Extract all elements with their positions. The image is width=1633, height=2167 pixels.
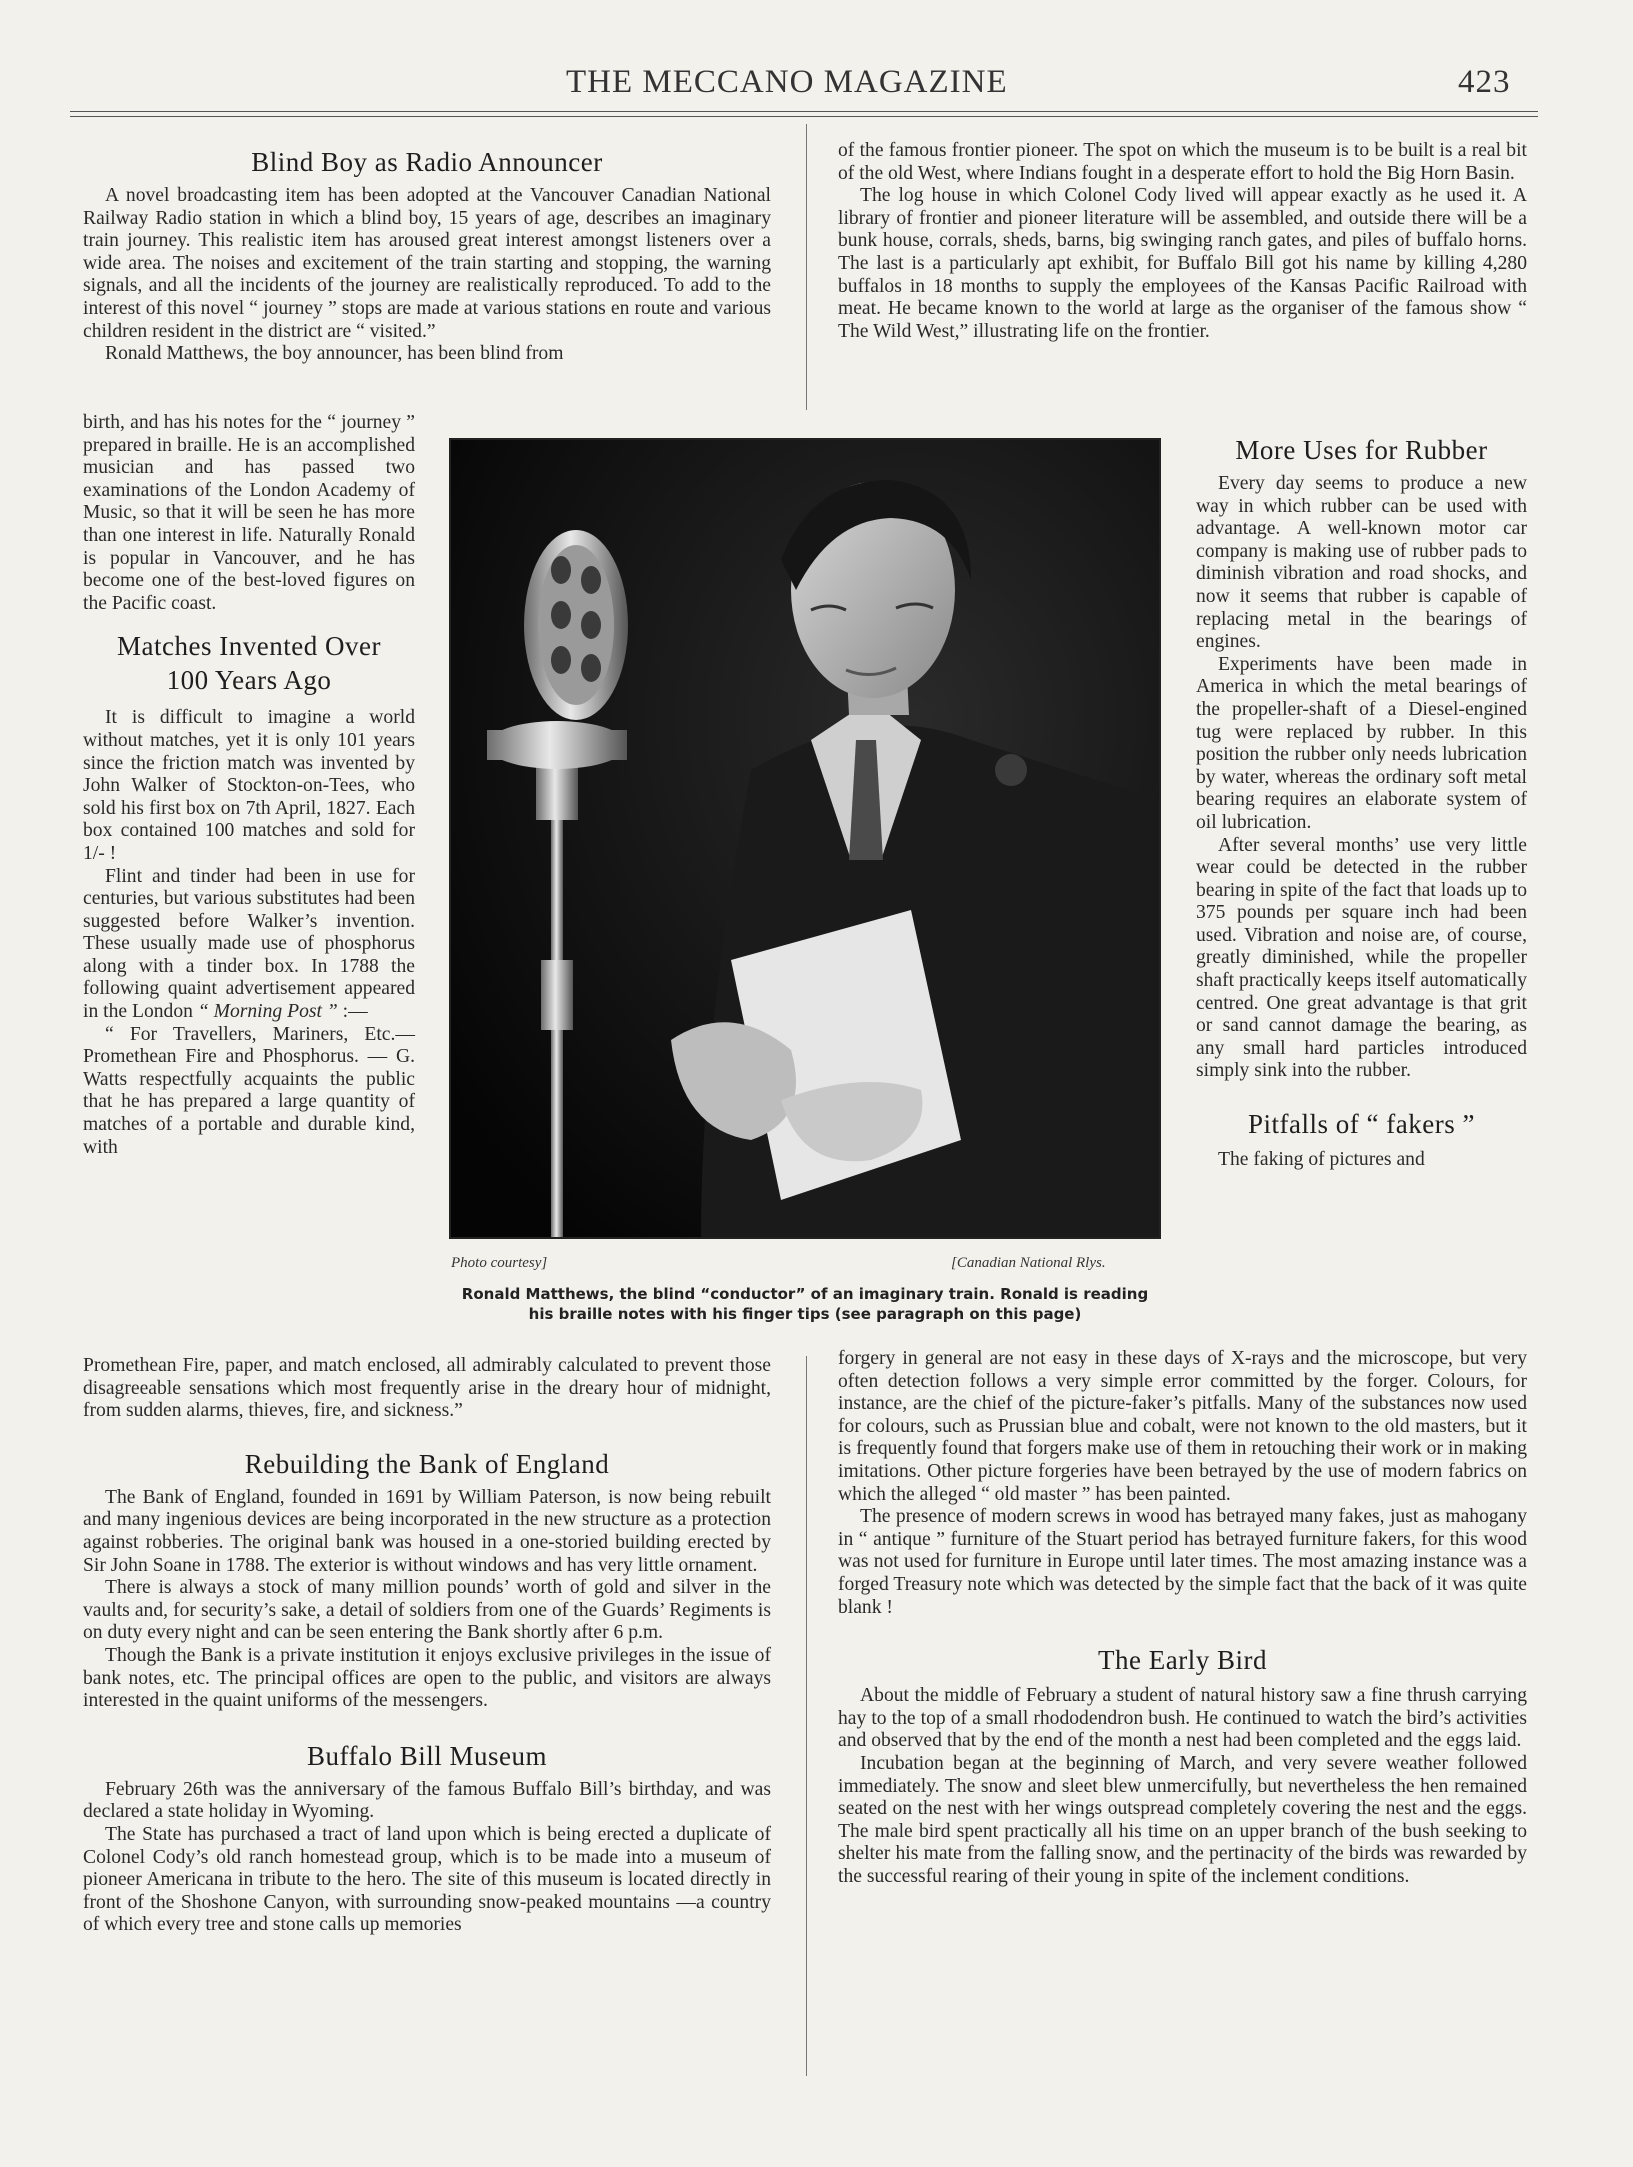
header-rule-bottom [70, 116, 1538, 117]
matches-headline-line-1: Matches Invented Over [117, 631, 381, 662]
magazine-title: THE MECCANO MAGAZINE [566, 64, 1008, 100]
photo-caption [449, 1284, 1161, 1324]
morning-post-title: “ Morning Post ” [197, 1001, 338, 1023]
bank-paragraph-2: There is always a stock of many million pounds’ worth of gold and silver in the vaults and, for security’s sake, a detail of soldiers from one of the Guards’ Regiments is on duty every night and can be seen entering the Bank shortly after 6 p.m. [83, 1577, 771, 1644]
fakers-paragraph-1-start: The faking of pictures and [1218, 1149, 1425, 1171]
photo-caption-line-2: his braille notes with his finger tips (see paragraph on this page) [528, 1305, 1082, 1323]
rubber-paragraph-3: After several months’ use very little wear could be detected in the rubber bearing in spite of the fact that loads up to 375 pounds per square inch had been used. Vibration and noise are, of course, greatly diminished, while the propeller shaft practically keeps itself automatically centred. One great advantage is that grit or sand cannot damage the bearing, as any small hard particles introduced simply sink into the rubber. [1196, 834, 1527, 1082]
blind-boy-paragraph-1: A novel broadcasting item has been adopted at the Vancouver Canadian National Railway Radio station in which a blind boy, 15 years of age, describes an imaginary train journey. This realistic item has aroused great interest amongst listeners over a wide area. The noises and excitement of the train starting and stopping, the warning signals, and all the incidents of the journey are realistically reproduced. To add to the interest of this novel “ journey ” stops are made at various stations en route and various children resident in the district are “ visited.” [83, 185, 771, 342]
photo-caption-line-1: Ronald Matthews, the blind “conductor” of an imaginary train. Ronald is reading [461, 1285, 1149, 1303]
column-divider-bottom [806, 1356, 807, 2076]
photo-credit-right: [Canadian National Rlys. [951, 1255, 1106, 1271]
buffalo-paragraph-3: of the famous frontier pioneer. The spot on which the museum is to be built is a real bit of the old West, where Indians fought in a desperate effort to hold the Big Horn Basin. [838, 140, 1527, 184]
right-top-column [838, 140, 1527, 343]
bird-headline: The Early Bird [1098, 1645, 1267, 1676]
fakers-headline: Pitfalls of “ fakers ” [1248, 1109, 1475, 1140]
page-number: 423 [1458, 64, 1511, 100]
article-rubber [1196, 433, 1527, 1172]
buffalo-paragraph-2: The State has purchased a tract of land upon which is being erected a duplicate of Colonel Cody’s old ranch homestead group, which is to be made into a museum of pioneer Americana in tribute to the hero. The site of this museum is located directly in front of the Shoshone Canyon, with surrounding snow-peaked mountains —a country of which every tree and stone calls up memories [83, 1823, 771, 1936]
blind-boy-paragraph-2-start: Ronald Matthews, the boy announcer, has been blind from [105, 343, 564, 365]
blind-boy-headline: Blind Boy as Radio Announcer [251, 147, 603, 177]
left-lower-column [83, 1355, 771, 1937]
right-lower-column [838, 1348, 1527, 1888]
matches-paragraph-2-end: :— [342, 1001, 368, 1023]
matches-paragraph-2-text: Flint and tinder had been in use for centuries, but various substitutes had been suggested before Walker’s invention. These usually made use of phosphorus along with a tinder box. In 1788 the following quaint advertisement appeared in the London [83, 865, 415, 1023]
photo-ronald-matthews [449, 438, 1161, 1239]
header-rule-top [70, 111, 1538, 112]
matches-headline-line-2: 100 Years Ago [166, 665, 332, 696]
matches-headline [83, 629, 415, 697]
blind-boy-paragraph-2-cont: birth, and has his notes for the “ journey ” prepared in braille. He is an accomplished musician and has passed two examinations of the London Academy of Music, so that it will be seen he has more than one interest in life. Naturally Ronald is popular in Vancouver, and he has become one of the best-loved figures on the Pacific coast. [83, 412, 415, 614]
rubber-headline: More Uses for Rubber [1235, 435, 1488, 465]
matches-paragraph-1: It is difficult to imagine a world without matches, yet it is only 101 years since the friction match was invented by John Walker of Stockton-on-Tees, who sold his first box on 7th April, 1827. Each box contained 100 matches and sold for 1/- ! [83, 707, 415, 864]
matches-paragraph-3: “ For Travellers, Mariners, Etc.—Promethean Fire and Phosphorus. — G. Watts respectfully acquaints the public that he has prepared a large quantity of matches of a portable and durable kind, with [83, 1023, 415, 1158]
buffalo-paragraph-4: The log house in which Colonel Cody lived will appear exactly as he used it. A library of frontier and pioneer literature will be assembled, and outside there will be a bunk house, corrals, sheds, barns, big swinging ranch gates, and piles of buffalo horns. The last is a particularly apt exhibit, for Buffalo Bill got his name by killing 4,280 buffalos in 18 months to supply the employees of the Kansas Pacific Railroad with meat. He became known to the world at large as the organiser of the famous show “ The Wild West,” illustrating life on the frontier. [838, 185, 1527, 342]
photo-credit-left: Photo courtesy] [451, 1255, 548, 1271]
buffalo-paragraph-1: February 26th was the anniversary of the famous Buffalo Bill’s birthday, and was declared a state holiday in Wyoming. [83, 1778, 771, 1823]
bird-paragraph-2: Incubation began at the beginning of March, and very severe weather followed immediately. The snow and sleet blew unmercifully, but nevertheless the hen remained seated on the nest with her wings outspread completely covering the nest and the eggs. The male bird spent practically all his time on an upper branch of the bush seeking to shelter his mate from the falling snow, and the pertinacity of the birds was rewarded by the successful rearing of their young in spite of the inclement conditions. [838, 1752, 1527, 1887]
rubber-paragraph-1: Every day seems to produce a new way in which rubber can be used with advantage. A well-known motor car company is making use of rubber pads to diminish vibration and road shocks, and now it seems that rubber is capable of replacing metal in the bearings of engines. [1196, 473, 1527, 653]
buffalo-headline: Buffalo Bill Museum [306, 1740, 547, 1771]
rubber-paragraph-2: Experiments have been made in America in which the metal bearings of the propeller-shaft of a Diesel-engined tug were replaced by rubber. In this position the rubber only needs lubrication by water, whereas the ordinary soft metal bearing requires an elaborate system of oil lubrication. [1196, 653, 1527, 833]
bird-paragraph-1: About the middle of February a student of natural history saw a fine thrush carrying hay to the top of a small rhododendron bush. He continued to watch the bird’s activities and observed that by the end of the month a nest had been completed and the eggs laid. [838, 1685, 1527, 1752]
bank-headline: Rebuilding the Bank of England [244, 1448, 610, 1479]
fakers-paragraph-2: The presence of modern screws in wood has betrayed many fakes, just as mahogany in “ antique ” furniture of the Stuart period has betrayed furniture fakers, for this wood was not used for furniture in Europe until later times. The most amazing instance was a forged Treasury note which was detected by the simple fact that the back of it was quite blank ! [838, 1506, 1527, 1618]
narrow-left-column [83, 412, 415, 1159]
photo-illustration [451, 440, 1159, 1237]
fakers-paragraph-1-cont: forgery in general are not easy in these days of X-rays and the microscope, but very often detection follows a very simple error committed by the forger. Colours, for instance, are the chief of the picture-faker’s pitfalls. Many of the substances now used for colours, such as Prussian blue and cobalt, were not known to the old masters, but it is frequently found that forgers make use of them in retouching their work or in making imitations. Other picture forgeries have been betrayed by the use of modern fabrics on which the alleged “ old master ” has been painted. [838, 1348, 1527, 1505]
matches-paragraph-2 [83, 866, 415, 1024]
article-blind-boy [83, 145, 771, 366]
bank-paragraph-1: The Bank of England, founded in 1691 by William Paterson, is now being rebuilt and many ingenious devices are being incorporated in the new structure as a protection against robberies. The original bank was housed in a one-storied building erected by Sir John Soane in 1788. The exterior is without windows and has very little ornament. [83, 1486, 771, 1576]
bank-paragraph-3: Though the Bank is a private institution it enjoys exclusive privileges in the issue of bank notes, etc. The principal offices are open to the public, and visitors are always interested in the quaint uniforms of the messengers. [83, 1644, 771, 1712]
matches-paragraph-3-cont: Promethean Fire, paper, and match enclosed, all admirably calculated to prevent those disagreeable sensations which most frequently arise in the dreary hour of midnight, from sudden alarms, thieves, fire, and sickness.” [83, 1355, 771, 1422]
column-divider-top [806, 124, 807, 410]
